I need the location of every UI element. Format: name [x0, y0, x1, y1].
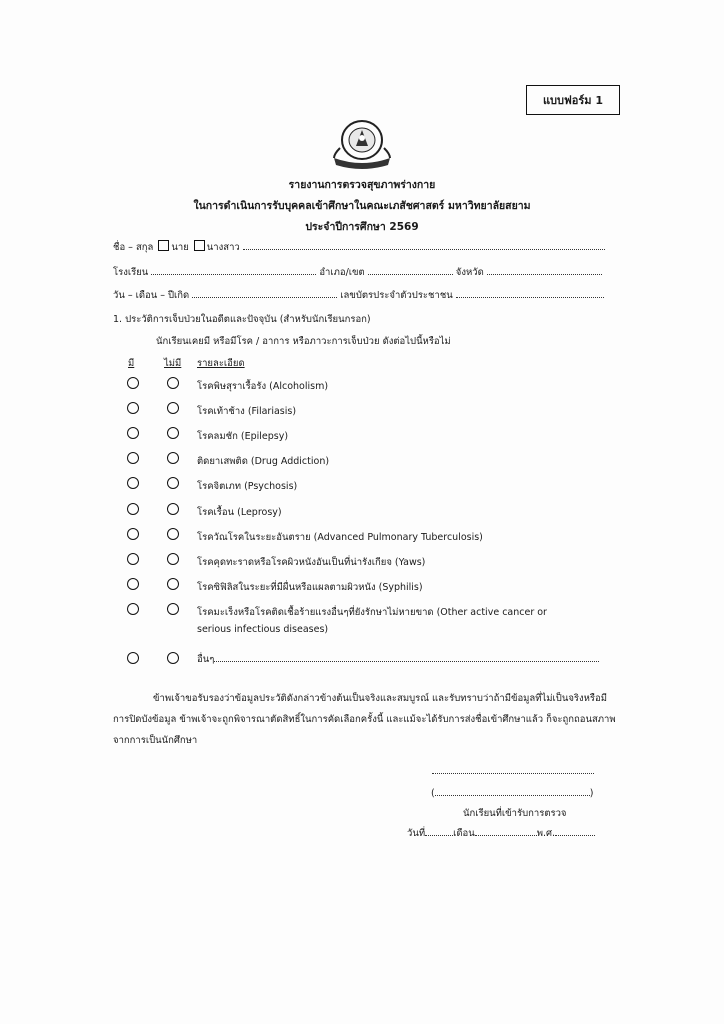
open-paren: (	[431, 788, 435, 799]
item-3-yes-radio[interactable]	[127, 427, 139, 439]
item-5-no-radio[interactable]	[167, 477, 179, 489]
item-1-no-radio[interactable]	[167, 377, 179, 389]
declaration-text: ข้าพเจ้าขอรับรองว่าข้อมูลประวัติดังกล่าวข้างต้นเป็นจริงและสมบูรณ์ และรับทราบว่าถ้ามีข้อมูลที่ไม่เป็นจริงหรือมีการปิดบังข้อมูล ข้าพเจ้าจะถูกพิจารณาตัดสิทธิ์ในการคัดเลือกครั้งนี้ และแม้จะได้รับการส่งชื่อเข้าศึกษาแล้ว ก็จะถูกถอนสภาพจากการเป็นนักศึกษา	[113, 693, 616, 746]
item-10-label: โรคมะเร็งหรือโรคติดเชื้อร้ายแรงอื่นๆที่ยังรักษาไม่หายขาด (Other active cancer or	[197, 607, 547, 618]
item-10-no-radio[interactable]	[167, 603, 179, 615]
title-line-1: รายงานการตรวจสุขภาพร่างกาย	[288, 179, 436, 191]
close-paren: )	[589, 788, 594, 799]
dob-row	[113, 288, 604, 303]
item-3-no-radio[interactable]	[167, 427, 179, 439]
id-card-field[interactable]	[456, 288, 604, 298]
item-2-no-radio[interactable]	[167, 402, 179, 414]
miss-label: นางสาว	[206, 242, 240, 253]
item-9-label: โรคซิฟิลิสในระยะที่มีผื่นหรือแผลตามผิวหนัง (Syphilis)	[197, 582, 423, 593]
item-8-no-radio[interactable]	[167, 553, 179, 565]
district-field[interactable]	[368, 265, 453, 275]
title-line-2: ในการดำเนินการรับบุคคลเข้าศึกษาในคณะเภสัชศาสตร์ มหาวิทยาลัยสยาม	[193, 200, 531, 212]
signature-line[interactable]	[432, 764, 594, 777]
col-yes-header: มี	[128, 358, 135, 369]
item-3-label: โรคลมชัก (Epilepsy)	[197, 431, 289, 442]
school-field[interactable]	[151, 265, 316, 275]
item-8-yes-radio[interactable]	[127, 553, 139, 565]
province-label: จังหวัด	[455, 267, 484, 278]
district-label: อำเภอ/เขต	[319, 267, 365, 278]
signature-date-row	[407, 826, 595, 841]
item-10-yes-radio[interactable]	[127, 603, 139, 615]
item-7-yes-radio[interactable]	[127, 528, 139, 540]
title-line-3: ประจำปีการศึกษา 2569	[305, 221, 419, 233]
item-2-label: โรคเท้าช้าง (Filariasis)	[197, 406, 297, 417]
year-label: พ.ศ.	[536, 828, 556, 839]
item-5-yes-radio[interactable]	[127, 477, 139, 489]
province-field[interactable]	[487, 265, 602, 275]
form-number-box	[526, 85, 620, 115]
item-7-label: โรควัณโรคในระยะอันตราย (Advanced Pulmonary Tuberculosis)	[197, 532, 483, 543]
col-detail-header: รายละเอียด	[197, 358, 245, 369]
item-other-row	[197, 652, 599, 667]
university-logo	[330, 118, 394, 170]
item-other-field[interactable]	[214, 652, 599, 662]
item-4-no-radio[interactable]	[167, 452, 179, 464]
signature-caption: นักเรียนที่เข้ารับการตรวจ	[463, 808, 567, 819]
signature-name-field[interactable]	[435, 786, 590, 796]
item-9-yes-radio[interactable]	[127, 578, 139, 590]
item-1-yes-radio[interactable]	[127, 377, 139, 389]
mr-checkbox[interactable]	[158, 240, 169, 251]
year-field[interactable]	[555, 826, 595, 836]
item-6-label: โรคเรื้อน (Leprosy)	[197, 507, 282, 518]
school-label: โรงเรียน	[113, 267, 149, 278]
item-other-label: อื่นๆ	[197, 654, 215, 665]
school-row	[113, 265, 602, 280]
name-field[interactable]	[243, 240, 605, 250]
item-9-no-radio[interactable]	[167, 578, 179, 590]
item-5-label: โรคจิตเภท (Psychosis)	[197, 481, 298, 492]
day-field[interactable]	[425, 826, 453, 836]
item-4-yes-radio[interactable]	[127, 452, 139, 464]
day-label: วันที่	[407, 828, 426, 839]
item-10-label-cont: serious infectious diseases)	[197, 624, 329, 635]
dob-field[interactable]	[192, 288, 337, 298]
section1-question: นักเรียนเคยมี หรือมีโรค / อาการ หรือภาวะการเจ็บป่วย ดังต่อไปนี้หรือไม่	[156, 336, 451, 347]
col-no-header: ไม่มี	[164, 358, 182, 369]
miss-checkbox[interactable]	[194, 240, 205, 251]
id-card-label: เลขบัตรประจำตัวประชาชน	[340, 290, 453, 301]
dob-label: วัน – เดือน – ปีเกิด	[113, 290, 190, 301]
item-7-no-radio[interactable]	[167, 528, 179, 540]
item-6-no-radio[interactable]	[167, 503, 179, 515]
form-number-label: แบบฟอร์ม 1	[542, 94, 604, 107]
item-8-label: โรคคุดทะราดหรือโรคผิวหนังอันเป็นที่น่ารังเกียจ (Yaws)	[197, 557, 426, 568]
name-row	[113, 240, 605, 255]
name-label: ชื่อ – สกุล	[113, 242, 154, 253]
item-1-label: โรคพิษสุราเรื้อรัง (Alcoholism)	[197, 381, 329, 392]
item-other-no-radio[interactable]	[167, 652, 179, 664]
section1-heading: 1. ประวัติการเจ็บป่วยในอดีตและปัจจุบัน (สำหรับนักเรียนกรอก)	[113, 314, 371, 325]
item-2-yes-radio[interactable]	[127, 402, 139, 414]
month-field[interactable]	[475, 826, 537, 836]
signature-name-row	[431, 786, 593, 799]
month-label: เดือน	[453, 828, 475, 839]
item-4-label: ติดยาเสพติด (Drug Addiction)	[197, 456, 330, 467]
mr-label: นาย	[171, 242, 189, 253]
item-6-yes-radio[interactable]	[127, 503, 139, 515]
item-other-yes-radio[interactable]	[127, 652, 139, 664]
